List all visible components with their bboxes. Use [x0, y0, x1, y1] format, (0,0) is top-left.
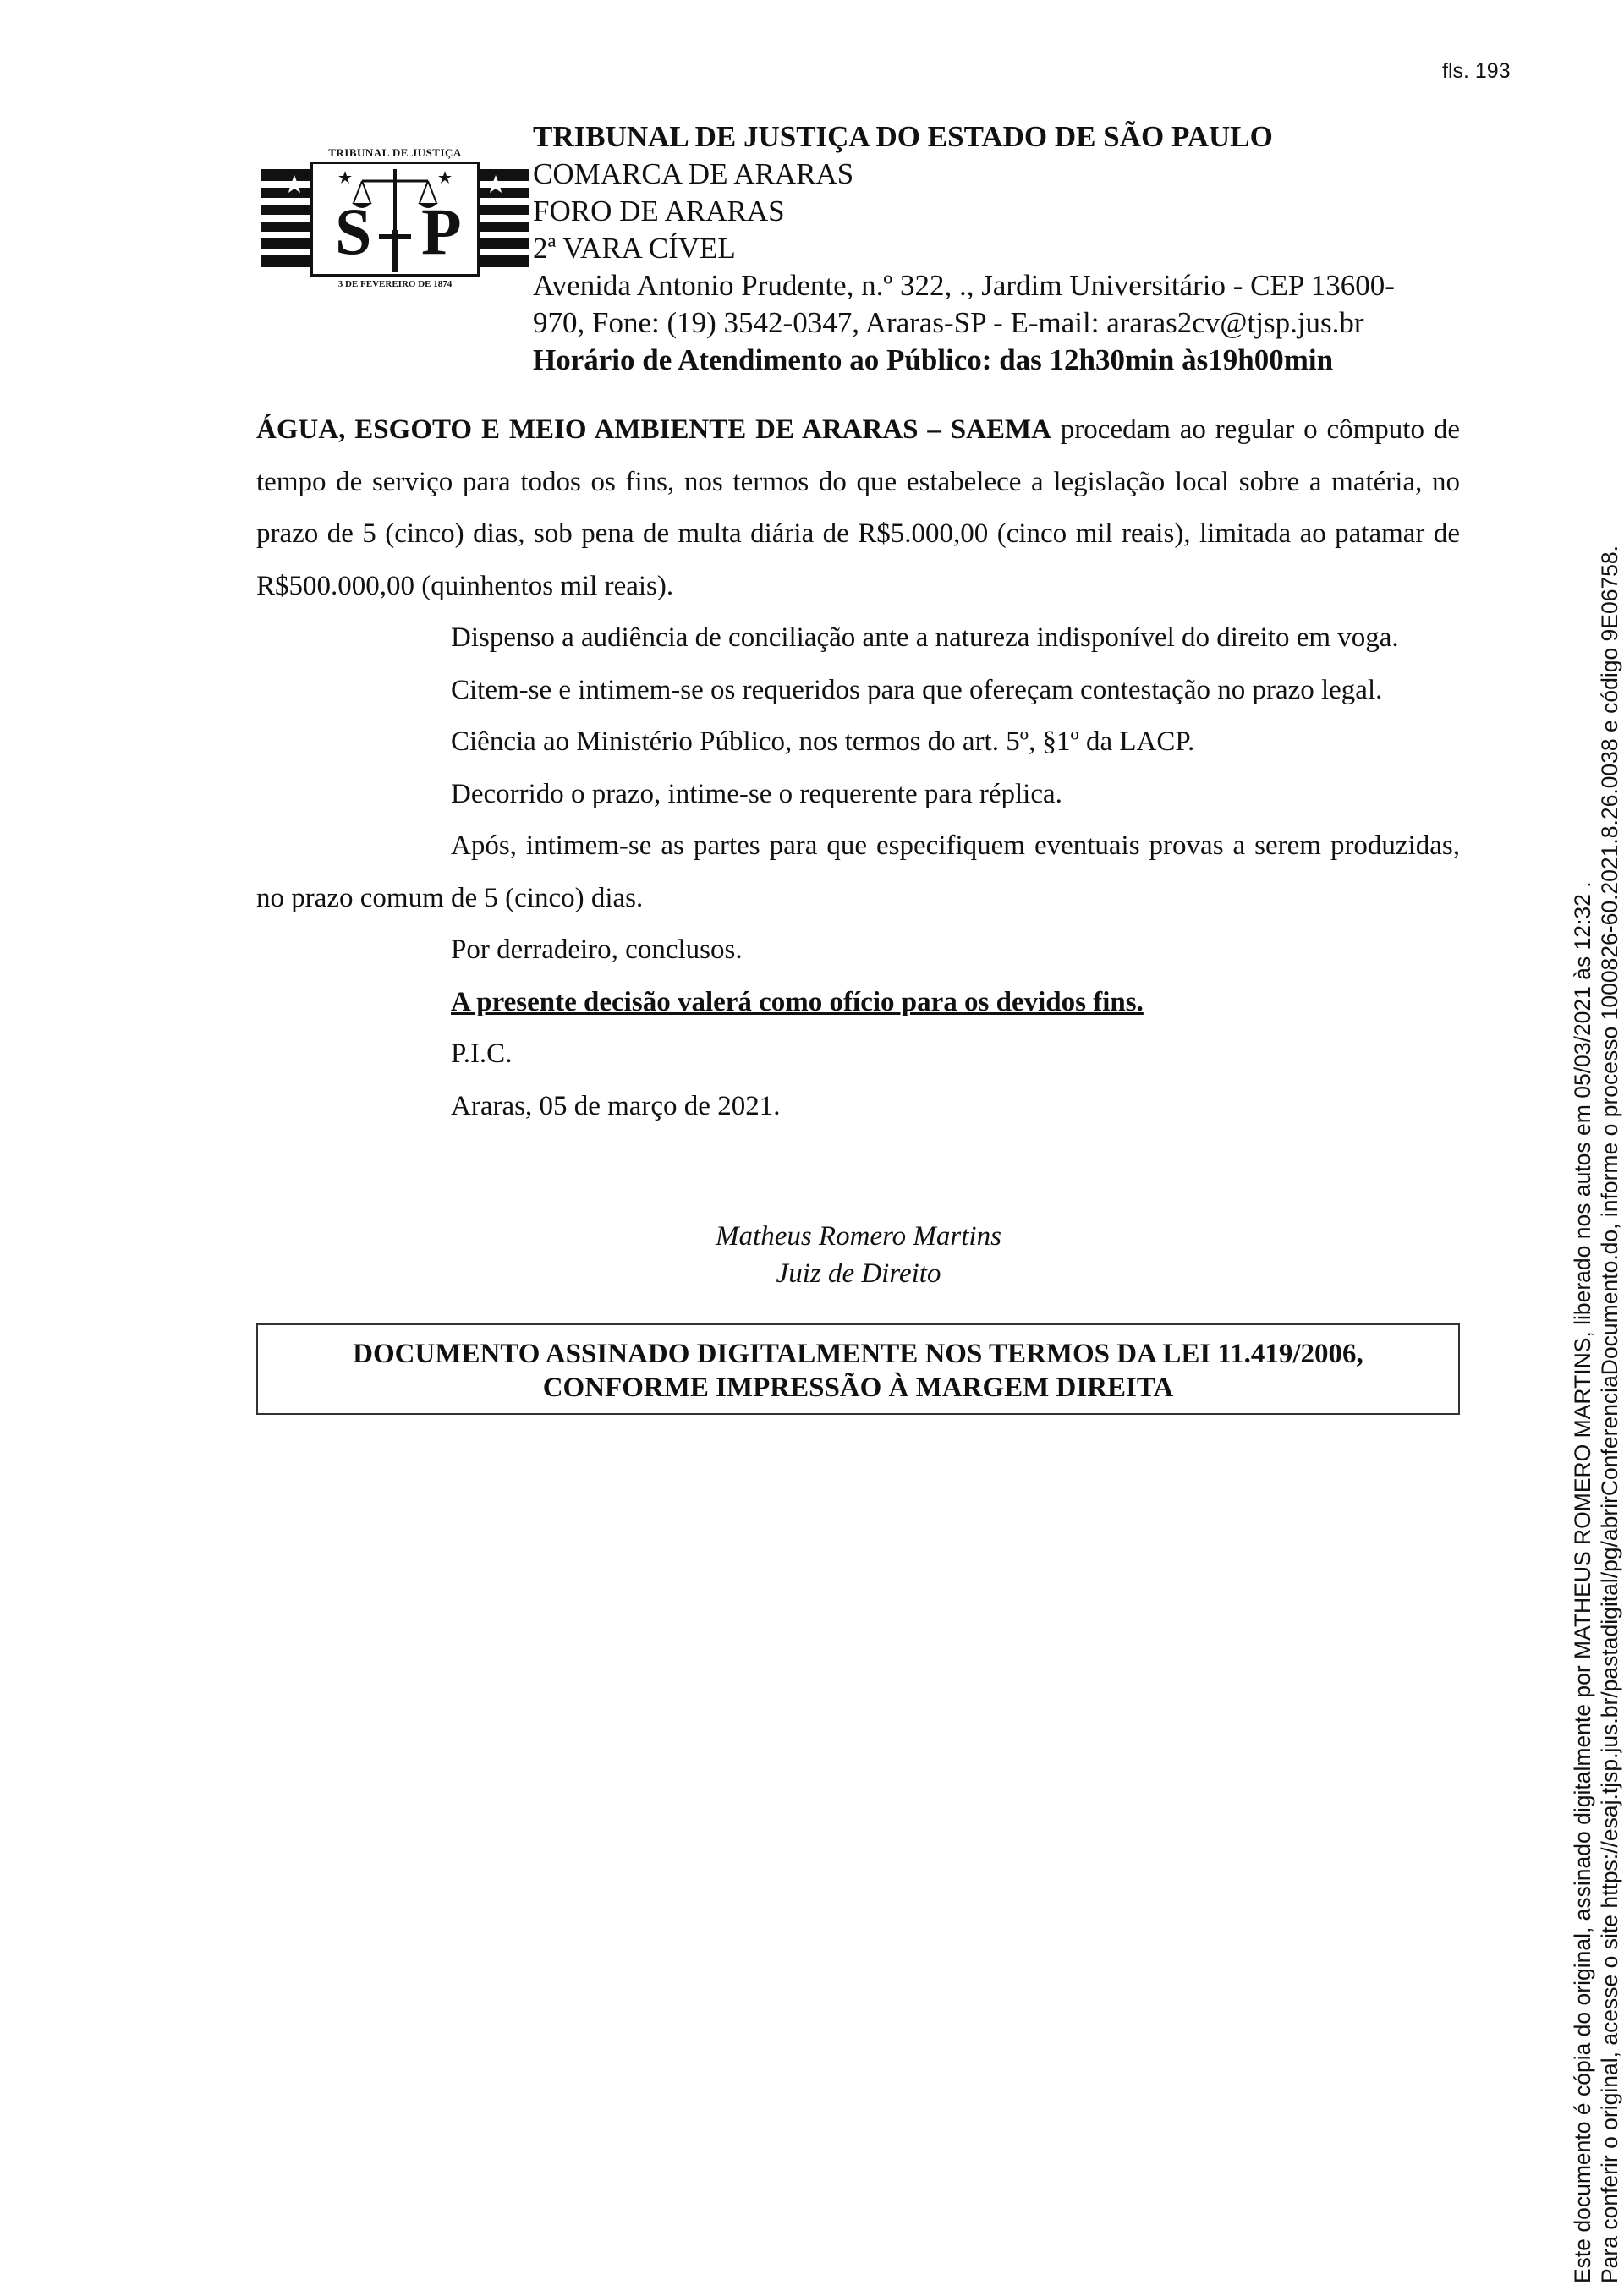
logo-letter-p: P — [421, 195, 462, 268]
oficio-statement: A presente decisão valerá como ofício para os devidos fins. — [451, 986, 1144, 1017]
office-hours: Horário de Atendimento ao Público: das 12h30min às19h00min — [533, 343, 1334, 376]
foro: FORO DE ARARAS — [533, 195, 785, 227]
signature-block — [0, 1218, 1624, 1292]
tjsp-logo — [261, 144, 529, 296]
tjsp-emblem-icon — [261, 162, 529, 277]
paragraph-8 — [256, 977, 1460, 1029]
digital-signature-notice — [256, 1323, 1460, 1415]
paragraph-4: Ciência ao Ministério Público, nos termos do art. 5º, §1º da LACP. — [451, 726, 1195, 757]
margin-authentication-note — [1569, 545, 1623, 2283]
paragraph-3: Citem-se e intimem-se os requeridos para que ofereçam contestação no prazo legal. — [451, 674, 1383, 705]
paragraph-1-text: procedam ao regular o cômputo de tempo de serviço para todos os fins, nos termos do que estabelece a legislação local sobre a matéria, no prazo de 5 (cinco) dias, sob pena de multa diária de R$5.000,00 (cinco mil reais), limitada ao patamar de R$500.000,00 (quinhentos mil reais). — [256, 414, 1460, 601]
address-line-1: Avenida Antonio Prudente, n.º 322, ., Jardim Universitário - CEP 13600- — [533, 269, 1395, 302]
paragraph-5: Decorrido o prazo, intime-se o requerente para réplica. — [451, 778, 1062, 809]
court-header — [533, 118, 1395, 379]
comarca: COMARCA DE ARARAS — [533, 157, 854, 190]
signature-notice-line-2: CONFORME IMPRESSÃO À MARGEM DIREITA — [542, 1373, 1174, 1403]
paragraph-6: Após, intimem-se as partes para que especifiquem eventuais provas a serem produzidas, no prazo comum de 5 (cinco) dias. — [256, 830, 1460, 913]
judge-title: Juiz de Direito — [776, 1258, 941, 1289]
date-line: Araras, 05 de março de 2021. — [451, 1090, 781, 1121]
vara: 2ª VARA CÍVEL — [533, 232, 736, 265]
paragraph-9: P.I.C. — [451, 1038, 513, 1069]
decision-body — [256, 404, 1460, 1132]
paragraph-2: Dispenso a audiência de conciliação ante a natureza indisponível do direito em voga. — [451, 622, 1399, 653]
court-name: TRIBUNAL DE JUSTIÇA DO ESTADO DE SÃO PAULO — [533, 120, 1273, 153]
paragraph-7: Por derradeiro, conclusos. — [451, 934, 743, 965]
logo-top-text: TRIBUNAL DE JUSTIÇA — [328, 146, 462, 159]
address-line-2: 970, Fone: (19) 3542-0347, Araras-SP - E-mail: araras2cv@tjsp.jus.br — [533, 306, 1364, 339]
logo-bottom-text: 3 DE FEVEREIRO DE 1874 — [337, 279, 453, 289]
margin-note-line-1: Este documento é cópia do original, assinado digitalmente por MATHEUS ROMERO MARTINS, liberado nos autos em 05/03/2021 às 12:32 . — [1570, 881, 1595, 2283]
logo-letter-s: S — [335, 195, 372, 268]
defendant-name: ÁGUA, ESGOTO E MEIO AMBIENTE DE ARARAS – SAEMA — [256, 414, 1051, 445]
judge-name: Matheus Romero Martins — [716, 1221, 1001, 1252]
signature-notice-line-1: DOCUMENTO ASSINADO DIGITALMENTE NOS TERMOS DA LEI 11.419/2006, — [353, 1339, 1363, 1369]
paragraph-1 — [256, 404, 1460, 612]
page-number: fls. 193 — [1442, 59, 1511, 83]
margin-note-line-2: Para conferir o original, acesse o site https://esaj.tjsp.jus.br/pastadigital/pg/abrirConferenciaDocumento.do, informe o processo 1000826-60.2021.8.26.0038 e código 9E06758. — [1597, 545, 1622, 2283]
